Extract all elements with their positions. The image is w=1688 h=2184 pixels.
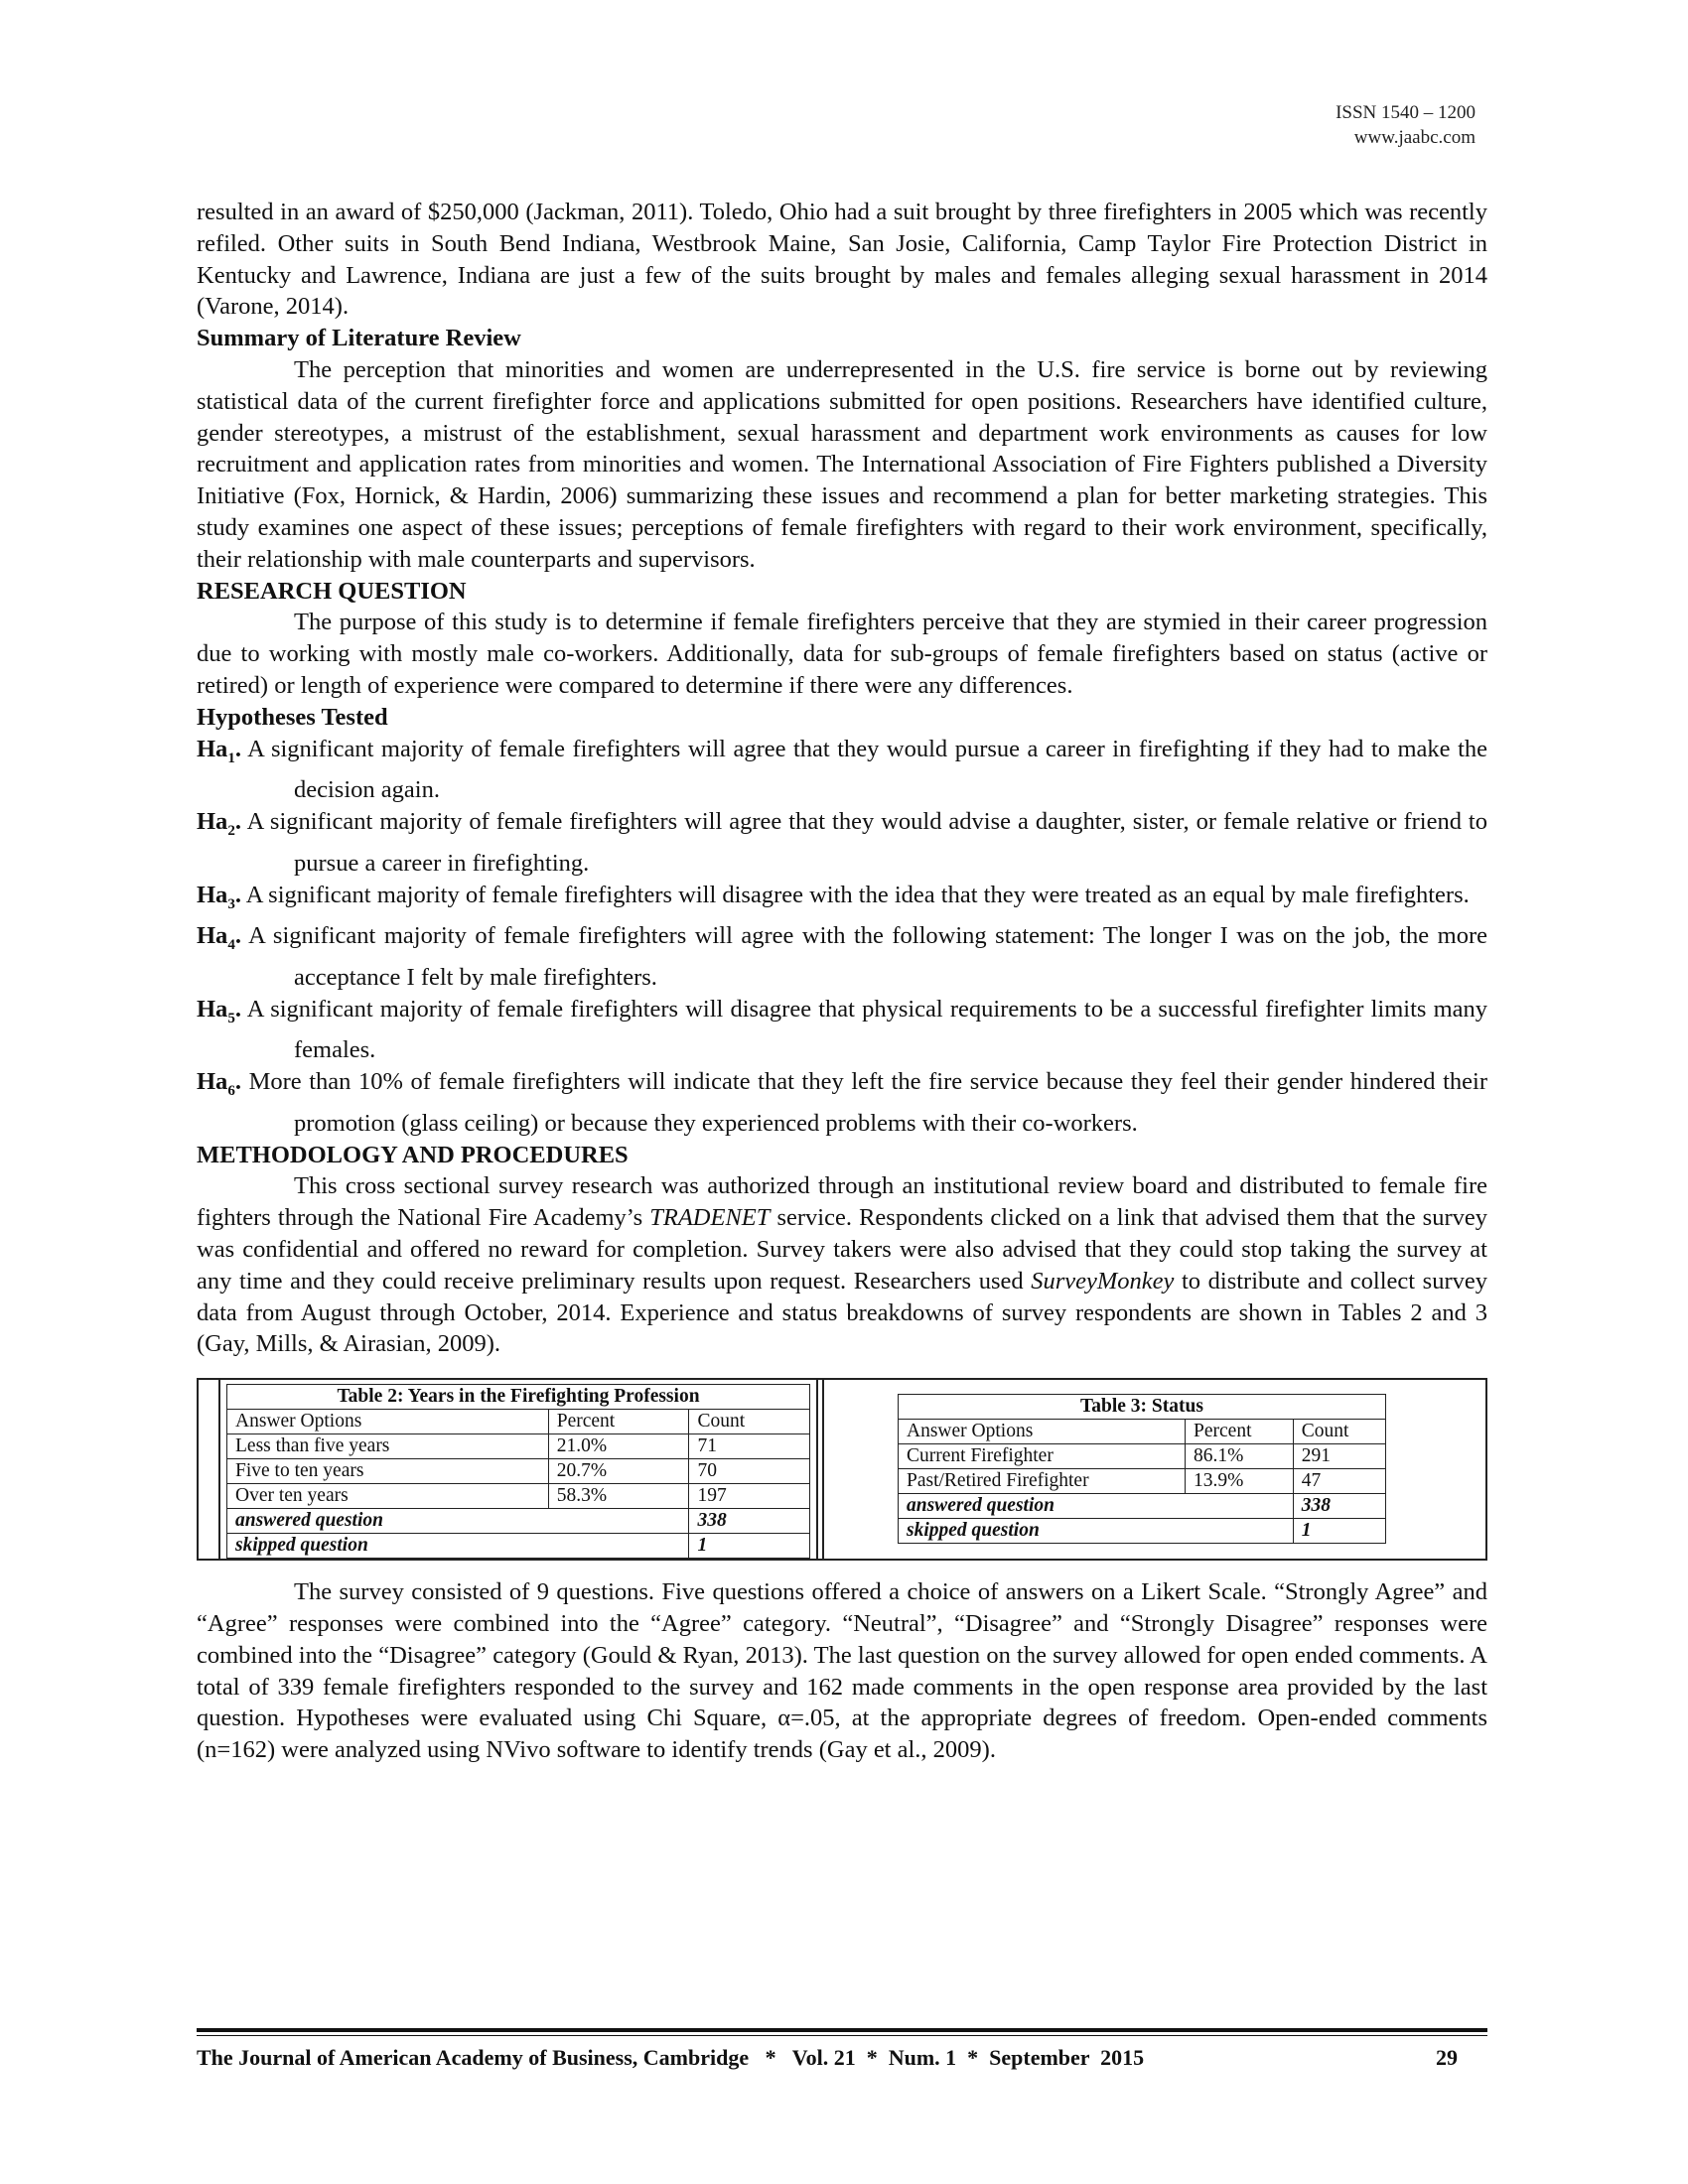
column-header: Answer Options — [899, 1420, 1186, 1444]
table-cell: 1 — [1293, 1519, 1385, 1544]
frame-divider — [822, 1380, 824, 1559]
table-cell: answered question — [227, 1509, 689, 1534]
hypothesis-label: $Ha_2$. — [197, 808, 241, 839]
table-cell: Current Firefighter — [899, 1444, 1186, 1469]
column-header: Answer Options — [227, 1410, 549, 1434]
skipped-row — [899, 1519, 1386, 1544]
hypothesis-item: $Ha_1$. A significant majority of female firefighters will agree that they would pursue a career in firefighting if they had to make the decision again. — [197, 735, 1488, 804]
table-years-experience — [226, 1384, 810, 1559]
hypothesis-label: $Ha_3$. — [197, 881, 241, 912]
hypothesis-item: $Ha_6$. More than 10% of female firefighters will indicate that they left the fire service because they feel their gender hindered their promotion (glass ceiling) or because they experienced problems with their co-workers. — [197, 1068, 1488, 1137]
page-header — [1336, 100, 1476, 150]
table-cell: 71 — [689, 1434, 810, 1459]
frame-divider — [816, 1380, 818, 1559]
methodology-heading: METHODOLOGY AND PROCEDURES — [197, 1141, 629, 1168]
table-cell: Past/Retired Firefighter — [899, 1469, 1186, 1494]
hypothesis-label: $Ha_4$. — [197, 922, 241, 954]
table-caption: Table 2: Years in the Firefighting Profession — [227, 1385, 810, 1410]
table-caption: Table 3: Status — [899, 1395, 1386, 1420]
surveymonkey-term: SurveyMonkey — [1031, 1267, 1175, 1295]
table-row — [227, 1459, 810, 1484]
journal-url: www.jaabc.com — [1353, 127, 1476, 148]
table-cell: answered question — [899, 1494, 1294, 1519]
journal-citation: The Journal of American Academy of Business, Cambridge * Vol. 21 * Num. 1 * September 2015 — [197, 2045, 1145, 2070]
summary-paragraph: The perception that minorities and women are underrepresented in the U.S. fire service is borne out by reviewing statistical data of the current firefighter force and applications submitted for open positions. Researchers have identified culture, gender stereotypes, a mistrust of the establishment, sexual harassment and department work environments as causes for low recruitment and application rates from minorities and women. The International Association of Fire Fighters published a Diversity Initiative (Fox, Hornick, & Hardin, 2006) summarizing these issues and recommend a plan for better marketing strategies. This study examines one aspect of these issues; perceptions of female firefighters with regard to their work environment, specifically, their relationship with male counterparts and supervisors. — [197, 355, 1487, 573]
answered-row — [227, 1509, 810, 1534]
table-row — [899, 1444, 1386, 1469]
table-cell: skipped question — [227, 1534, 689, 1559]
table-cell: Less than five years — [227, 1434, 549, 1459]
summary-heading: Summary of Literature Review — [197, 325, 521, 352]
table-cell: 47 — [1293, 1469, 1385, 1494]
skipped-row — [227, 1534, 810, 1559]
intro-paragraph: resulted in an award of $250,000 (Jackman, 2011). Toledo, Ohio had a suit brought by three firefighters in 2005 which was recently refiled. Other suits in South Bend Indiana, Westbrook Maine, San Josie, California, Camp Taylor Fire Protection District in Kentucky and Lawrence, Indiana are just a few of the suits brought by males and females alleging sexual harassment in 2014 (Varone, 2014). — [197, 199, 1487, 321]
research-question-heading: RESEARCH QUESTION — [197, 577, 467, 605]
table-status — [898, 1394, 1386, 1544]
hypothesis-item: $Ha_3$. A significant majority of female firefighters will disagree with the idea that they were treated as an equal by male firefighters. — [197, 881, 1470, 912]
research-question-paragraph: The purpose of this study is to determine if female firefighters perceive that they are stymied in their career progression due to working with mostly male co-workers. Additionally, data for sub-groups of female firefighters based on status (active or retired) or length of experience were compared to determine if there were any differences. — [197, 609, 1487, 699]
table-cell: 338 — [1293, 1494, 1385, 1519]
hypothesis-label: $Ha_5$. — [197, 995, 241, 1026]
table-cell: 58.3% — [548, 1484, 689, 1509]
table-row — [227, 1484, 810, 1509]
table-header-row — [899, 1420, 1386, 1444]
table-cell: Over ten years — [227, 1484, 549, 1509]
tradenet-term: TRADENET — [649, 1204, 771, 1232]
table-cell: skipped question — [899, 1519, 1294, 1544]
hypothesis-label: $Ha_1$. — [197, 735, 241, 766]
column-header: Percent — [1186, 1420, 1294, 1444]
article-body — [197, 197, 1487, 1766]
table-cell: 21.0% — [548, 1434, 689, 1459]
table-cell: 1 — [689, 1534, 810, 1559]
column-header: Count — [689, 1410, 810, 1434]
table-header-row — [227, 1410, 810, 1434]
table-cell: 13.9% — [1186, 1469, 1294, 1494]
footer-rule — [197, 2028, 1487, 2032]
methodology-paragraph: This cross sectional survey research was authorized through an institutional review board and distributed to female fire fighters through the National Fire Academy’s TRADENET service. Respondents clicked on a link that advised them that the survey was confidential and offered no reward for completion. Survey takers were also advised that they could stop taking the survey at any time and they could receive preliminary results upon request. Researchers used SurveyMonkey to distribute and collect survey data from August through October, 2014. Experience and status breakdowns of survey respondents are shown in Tables 2 and 3 (Gay, Mills, & Airasian, 2009). — [197, 1172, 1487, 1358]
hypothesis-item: $Ha_5$. A significant majority of female firefighters will disagree that physical requirements to be a successful firefighter limits many females. — [197, 995, 1488, 1064]
table-cell: 70 — [689, 1459, 810, 1484]
page-number: 29 — [1436, 2045, 1458, 2070]
table-cell: 197 — [689, 1484, 810, 1509]
frame-divider — [218, 1380, 220, 1559]
hypotheses-heading: Hypotheses Tested — [197, 703, 388, 731]
hypothesis-item: $Ha_4$. A significant majority of female firefighters will agree with the following statement: The longer I was on the job, the more acceptance I felt by male firefighters. — [197, 922, 1487, 991]
table-cell: 291 — [1293, 1444, 1385, 1469]
issn: ISSN 1540 – 1200 — [1336, 102, 1476, 123]
hypothesis-label: $Ha_6$. — [197, 1068, 241, 1100]
survey-paragraph: The survey consisted of 9 questions. Five questions offered a choice of answers on a Likert Scale. “Strongly Agree” and “Agree” responses were combined into the “Agree” category. “Neutral”, “Disagree” and “Strongly Disagree” responses were combined into the “Disagree” category (Gould & Ryan, 2013). The last question on the survey allowed for open ended comments. A total of 339 female firefighters responded to the survey and 162 made comments in the open response area provided by the last question. Hypotheses were evaluated using Chi Square, α=.05, at the appropriate degrees of freedom. Open-ended comments (n=162) were analyzed using NVivo software to identify trends (Gay et al., 2009). — [197, 1578, 1487, 1764]
table-cell: 338 — [689, 1509, 810, 1534]
hypothesis-item: $Ha_2$. A significant majority of female firefighters will agree that they would advise a daughter, sister, or female relative or friend to pursue a career in firefighting. — [197, 808, 1487, 877]
answered-row — [899, 1494, 1386, 1519]
table-cell: Five to ten years — [227, 1459, 549, 1484]
table-cell: 86.1% — [1186, 1444, 1294, 1469]
tables-frame — [197, 1378, 1487, 1561]
footer-rule — [197, 2035, 1487, 2036]
column-header: Percent — [548, 1410, 689, 1434]
table-row — [227, 1434, 810, 1459]
table-row — [899, 1469, 1386, 1494]
column-header: Count — [1293, 1420, 1385, 1444]
table-cell: 20.7% — [548, 1459, 689, 1484]
